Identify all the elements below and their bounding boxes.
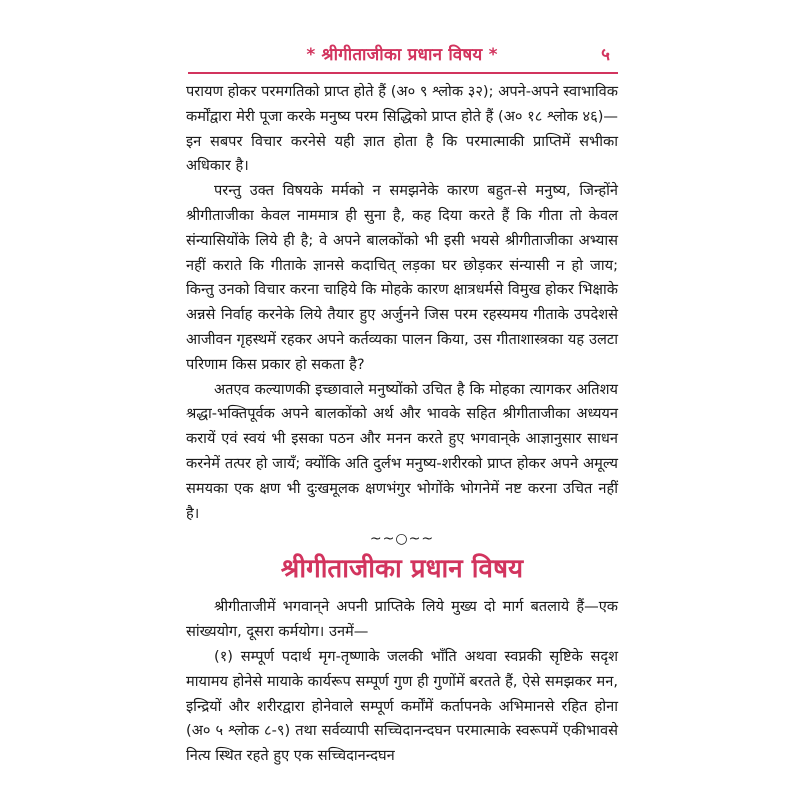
- paragraph: अतएव कल्याणकी इच्छावाले मनुष्योंको उचित है कि मोहका त्यागकर अतिशय श्रद्धा-भक्तिपूर्वक अपने बालकोंको अर्थ और भावके सहित श्रीगीताजीका अध्ययन करायें एवं स्वयं भी इसका पठन और मनन करते हुए भगवान्‌के आज्ञानुसार साधन करनेमें तत्पर हो जायँ; क्योंकि अति दुर्लभ मनुष्य-शरीरको प्राप्त होकर अपने अमूल्य समयका एक क्षण भी दुःखमूलक क्षणभंगुर भोगोंके भोगनेमें नष्ट करना उचित नहीं है।: [186, 380, 618, 522]
- body-text: [186, 80, 618, 769]
- header-rule: [188, 72, 618, 74]
- section-heading: श्रीगीताजीका प्रधान विषय: [280, 554, 524, 585]
- section-divider-ornament: ~~○~~: [369, 531, 435, 548]
- page-header: [186, 38, 618, 68]
- paragraph: परन्तु उक्त विषयके मर्मको न समझनेके कारण बहुत-से मनुष्य, जिन्होंने श्रीगीताजीका केवल नाममात्र ही सुना है, कह दिया करते हैं कि गीता तो केवल संन्यासियोंके लिये ही है; वे अपने बालकोंको भी इसी भयसे श्रीगीताजीका अभ्यास नहीं कराते कि गीताके ज्ञानसे कदाचित् लड़का घर छोड़कर संन्यासी न हो जाय; किन्तु उनको विचार करना चाहिये कि मोहके कारण क्षात्रधर्मसे विमुख होकर भिक्षाके अन्नसे निर्वाह करनेके लिये तैयार हुए अर्जुनने जिस परम रहस्यमय गीताके उपदेशसे आजीवन गृहस्थमें रहकर अपने कर्तव्यका पालन किया, उस गीताशास्त्रका यह उलटा परिणाम किस प्रकार हो सकता है?: [186, 182, 618, 373]
- paragraph: परायण होकर परमगतिको प्राप्त होते हैं (अ० ९ श्लोक ३२); अपने-अपने स्वाभाविक कर्मोंद्वारा मेरी पूजा करके मनुष्य परम सिद्धिको प्राप्त होते हैं (अ० १८ श्लोक ४६)—इन सबपर विचार करनेसे यही ज्ञात होता है कि परमात्माकी प्राप्तिमें सभीका अधिकार है।: [186, 83, 618, 175]
- page-number: ५: [601, 45, 610, 65]
- running-title: * श्रीगीताजीका प्रधान विषय *: [306, 44, 498, 65]
- paragraph: (१) सम्पूर्ण पदार्थ मृग-तृष्णाके जलकी भाँति अथवा स्वप्नकी सृष्टिके सदृश मायामय होनेसे मायाके कार्यरूप सम्पूर्ण गुण ही गुणोंमें बरतते हैं, ऐसे समझकर मन, इन्द्रियों और शरीरद्वारा होनेवाले सम्पूर्ण कर्मोंमें कर्तापनके अभिमानसे रहित होना (अ० ५ श्लोक ८-९) तथा सर्वव्यापी सच्चिदानन्दघन परमात्माके स्वरूपमें एकीभावसे नित्य स्थित रहते हुए एक सच्चिदानन्दघन: [186, 647, 618, 765]
- paragraph: श्रीगीताजीमें भगवान्‌ने अपनी प्राप्तिके लिये मुख्य दो मार्ग बतलाये हैं—एक सांख्ययोग, दूसरा कर्मयोग। उनमें—: [186, 598, 618, 641]
